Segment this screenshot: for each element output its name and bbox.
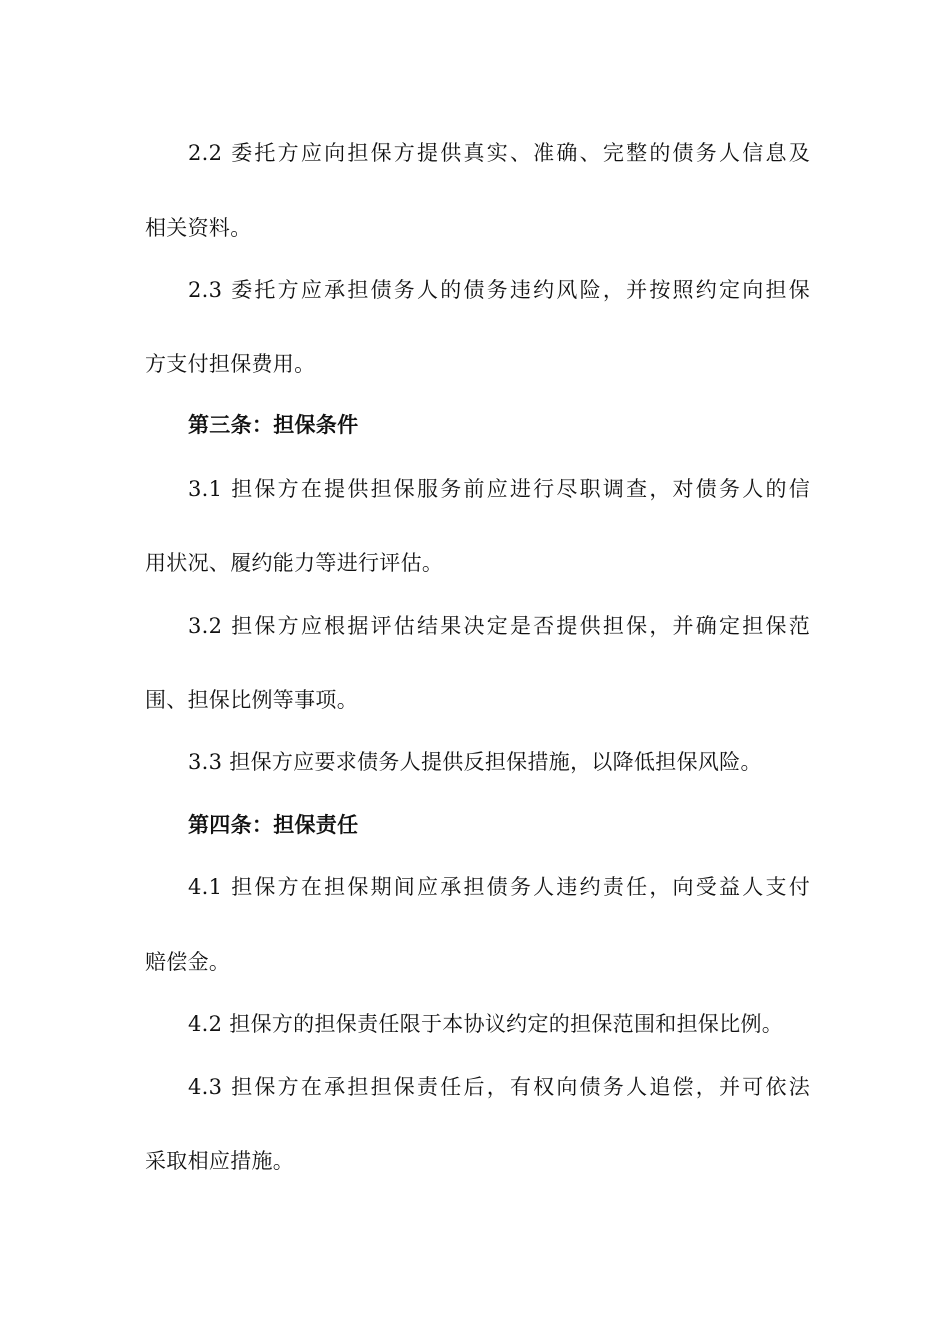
- paragraph-4-3-line-1: 4.3 担保方在承担担保责任后，有权向债务人追偿，并可依法: [188, 1075, 810, 1099]
- section-heading-3: 第三条：担保条件: [188, 413, 359, 437]
- paragraph-2-2-line-2: 相关资料。: [145, 216, 252, 240]
- paragraph-2-3-line-1: 2.3 委托方应承担债务人的债务违约风险，并按照约定向担保: [188, 278, 810, 302]
- paragraph-2-2-line-1: 2.2 委托方应向担保方提供真实、准确、完整的债务人信息及: [188, 141, 810, 165]
- paragraph-4-1-line-1: 4.1 担保方在担保期间应承担债务人违约责任，向受益人支付: [188, 875, 810, 899]
- paragraph-3-2-line-2: 围、担保比例等事项。: [145, 688, 358, 712]
- paragraph-3-3-line-1: 3.3 担保方应要求债务人提供反担保措施，以降低担保风险。: [188, 750, 762, 774]
- paragraph-3-2-line-1: 3.2 担保方应根据评估结果决定是否提供担保，并确定担保范: [188, 614, 810, 638]
- paragraph-4-1-line-2: 赔偿金。: [145, 950, 231, 974]
- section-heading-4: 第四条：担保责任: [188, 813, 359, 837]
- paragraph-4-3-line-2: 采取相应措施。: [145, 1149, 295, 1173]
- paragraph-3-1-line-1: 3.1 担保方在提供担保服务前应进行尽职调查，对债务人的信: [188, 477, 810, 501]
- paragraph-3-1-line-2: 用状况、履约能力等进行评估。: [145, 551, 444, 575]
- paragraph-4-2-line-1: 4.2 担保方的担保责任限于本协议约定的担保范围和担保比例。: [188, 1012, 784, 1036]
- paragraph-2-3-line-2: 方支付担保费用。: [145, 352, 316, 376]
